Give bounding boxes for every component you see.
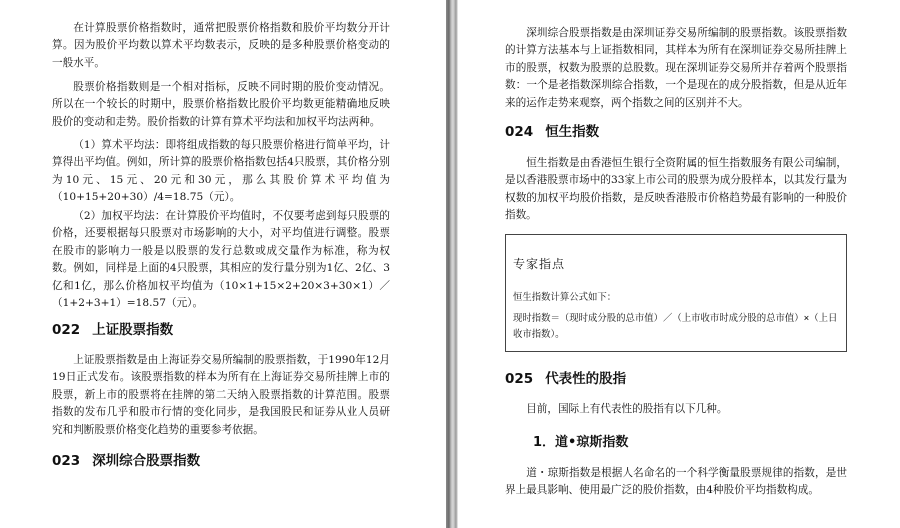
paragraph-hang-seng-index: 恒生指数是由香港恒生银行全资附属的恒生指数服务有限公司编制，是以香港股票市场中的33家上市公司的股票为成分股样本，以其发行量为权数的加权平均股价指数，是反映香港股市价格趋势最有影响的一种股价指数。 [505,157,847,222]
left-page [0,0,446,528]
subsection-heading-dow-jones: 1．道•琼斯指数 [533,435,629,450]
section-heading-023 [52,452,390,470]
paragraph-relative-indicator: 股票价格指数则是一个相对指标，反映不同时期的股价变动情况。所以在一个较长的时期中，股票价格指数比股价平均数更能精确地反映股价的变动和走势。股价指数的计算有算术平均法和加权平均法两种。 [52,81,390,128]
paragraph-representative-indices: 目前，国际上有代表性的股指有以下几种。 [526,403,728,415]
expert-tip-formula: 现时指数＝（现时成分股的总市值）／（上市收市时成分股的总市值）×（上日收市指数）。 [513,313,838,340]
section-heading-024 [505,123,847,141]
paragraph-shanghai-index: 上证股票指数是由上海证券交易所编制的股票指数，于1990年12月19日正式发布。该股票指数的样本为所有在上海证券交易所挂牌上市的股票，新上市的股票将在挂牌的第二天纳入股票指数的计算范围。股票指数的发布几乎和股市行情的变化同步，是我国股民和证券从业人员研究和判断股票价格变化趋势的重要参考依据。 [52,354,390,436]
section-title: 代表性的股指 [545,371,627,387]
paragraph-weighted-average: （2）加权平均法：在计算股价平均值时，不仅要考虑到每只股票的价格，还要根据每只股票对市场影响的大小，对平均值进行调整。股票在股市的影响力一般是以股票的发行总数或成交量作为标准，称为权数。例如，同样是上面的4只股票，其相应的发行量分别为1亿、2亿、3亿和1亿，那么价格加权平均值为（10×1+15×2+20×3+30×1）／（1+2+3+1）=18.57（元）。 [52,210,390,310]
expert-tip-formula-intro: 恒生指数计算公式如下： [513,292,617,303]
expert-tip-box [505,234,847,352]
section-heading-022 [52,321,390,339]
section-title: 上证股票指数 [92,322,174,338]
right-page [458,0,900,528]
paragraph-stock-index-intro: 在计算股票价格指数时，通常把股票价格指数和股价平均数分开计算。因为股价平均数以算术平均数表示，反映的是多种股票价格变动的一般水平。 [52,22,390,69]
section-title: 恒生指数 [545,124,600,140]
expert-tip-title: 专家指点 [513,257,566,271]
book-spine-gutter [446,0,458,528]
section-number: 022 [52,322,81,338]
paragraph-shenzhen-index: 深圳综合股票指数是由深圳证券交易所编制的股票指数。该股票指数的计算方法基本与上证指数相同，其样本为所有在深圳证券交易所挂牌上市的股票，权数为股票的总股数。现在深圳证券交易所并存着两个股票指数：一个是老指数深圳综合指数，一个是现在的成分股指数，但是从近年来的运作走势来观察，两个指数之间的区别并不大。 [505,27,847,109]
paragraph-arithmetic-average: （1）算术平均法：即将组成指数的每只股票价格进行简单平均，计算得出平均值。例如，所计算的股票价格指数包括4只股票，其价格分别为10元、15元、20元和30元，那么其股价算术平均值为（10+15+20+30）/4=18.75（元）。 [52,139,390,204]
section-number: 025 [505,371,534,387]
section-heading-025 [505,370,847,388]
section-number: 023 [52,453,81,469]
section-title: 深圳综合股票指数 [92,453,201,469]
paragraph-dow-jones: 道・琼斯指数是根据人名命名的一个科学衡量股票规律的指数，是世界上最具影响、使用最广泛的股价指数，由4种股价平均指数构成。 [505,467,847,497]
section-number: 024 [505,124,534,140]
